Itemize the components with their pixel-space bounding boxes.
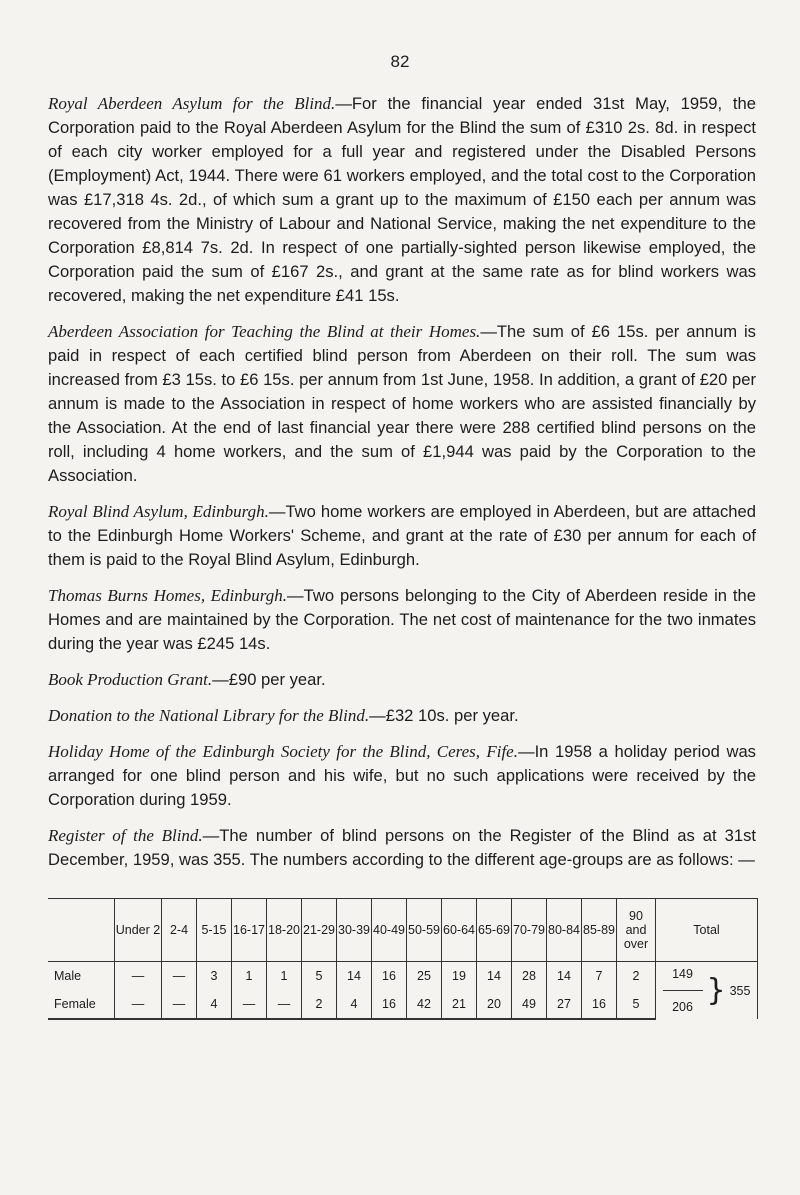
- paragraph-text: —The sum of £6 15s. per annum is paid in respect of each certified blind person from Aberdeen on their roll. The sum was increased from £3 15s. to £6 15s. per annum from 1st June, 1958. In addition, a grant of £20 per annum is made to the Association in respect of home workers who are assisted financially by the Association. At the end of last financial year there were 288 certified blind persons on the roll, including 4 home workers, and the sum of £1,944 was paid by the Corporation to the Association.: [48, 322, 756, 485]
- table-cell: 19: [442, 962, 477, 991]
- table-cell: —: [267, 990, 302, 1019]
- paragraph-heading: Register of the Blind.: [48, 826, 203, 845]
- total-cell: [656, 962, 758, 1020]
- table-cell: 4: [197, 990, 232, 1019]
- total-divider: [663, 990, 703, 991]
- table-header-cell: 18-20: [267, 899, 302, 962]
- table-cell: 14: [337, 962, 372, 991]
- table-header-row: [48, 899, 758, 962]
- table-cell: —: [115, 962, 162, 991]
- paragraph-text: —In 1958 a holiday period was arranged for one blind person and his wife, but no such applications were received by the Corporation during 1959.: [48, 742, 756, 809]
- paragraph-text: —£90 per year.: [212, 670, 326, 689]
- body-text: [48, 92, 756, 884]
- table-header-cell: 30-39: [337, 899, 372, 962]
- table-cell: —: [162, 962, 197, 991]
- paragraph-text: —£32 10s. per year.: [369, 706, 519, 725]
- paragraph-text: —Two home workers are employed in Aberdeen, but are attached to the Edinburgh Home Workers' Scheme, and grant at the rate of £30 per annum for each of them is paid to the Royal Blind Asylum, Edinburgh.: [48, 502, 756, 569]
- table-cell: —: [232, 990, 267, 1019]
- age-group-table: [48, 898, 758, 1020]
- paragraph-text: —For the financial year ended 31st May, 1959, the Corporation paid to the Royal Aberdeen Asylum for the Blind the sum of £310 2s. 8d. in respect of each city worker employed for a full year and registered under the Disabled Persons (Employment) Act, 1944. There were 61 workers employed, and the total cost to the Corporation was £17,318 4s. 2d., of which sum a grant up to the maximum of £150 each per annum was recovered from the Ministry of Labour and National Service, making the net expenditure to the Corporation £8,814 7s. 2d. In respect of one partially-sighted person likewise employed, the Corporation paid the sum of £167 2s., and grant at the same rate as for blind workers was recovered, making the net expenditure £41 15s.: [48, 94, 756, 305]
- table-cell: 16: [582, 990, 617, 1019]
- table-cell: 5: [302, 962, 337, 991]
- table-cell: —: [115, 990, 162, 1019]
- row-label: Female: [48, 990, 115, 1019]
- paragraph-text: —Two persons belonging to the City of Aberdeen reside in the Homes and are maintained by the Corporation. The net cost of maintenance for the two inmates during the year was £245 14s.: [48, 586, 756, 653]
- table-cell: 1: [232, 962, 267, 991]
- table-cell: 7: [582, 962, 617, 991]
- table-header-cell: 85-89: [582, 899, 617, 962]
- brace-icon: }: [706, 972, 726, 1008]
- table-header-cell: Total: [656, 899, 758, 962]
- paragraph-holiday-home: [48, 740, 756, 812]
- male-total: 149: [672, 967, 693, 981]
- table-cell: 16: [372, 962, 407, 991]
- row-label: Male: [54, 969, 82, 983]
- female-total: 206: [672, 1000, 693, 1014]
- table-header-cell: 50-59: [407, 899, 442, 962]
- page-number: 82: [390, 52, 410, 71]
- table-header-cell: [48, 899, 115, 962]
- table-cell: 4: [337, 990, 372, 1019]
- paragraph-heading: Book Production Grant.: [48, 670, 213, 689]
- table-header-cell: 40-49: [372, 899, 407, 962]
- table-cell: 49: [512, 990, 547, 1019]
- table-row-male: [48, 962, 758, 991]
- table-cell: 5: [617, 990, 656, 1019]
- paragraph-thomas-burns-homes: [48, 584, 756, 656]
- total-values: [663, 963, 703, 1019]
- paragraph-heading: Aberdeen Association for Teaching the Blind at their Homes.: [48, 322, 481, 341]
- total-box: [656, 962, 757, 1019]
- table-header-cell: 80-84: [547, 899, 582, 962]
- paragraph-heading: Donation to the National Library for the Blind.: [48, 706, 370, 725]
- paragraph-heading: Royal Blind Asylum, Edinburgh.: [48, 502, 269, 521]
- table-cell: 14: [547, 962, 582, 991]
- table-cell: 16: [372, 990, 407, 1019]
- table-header-cell: 16-17: [232, 899, 267, 962]
- paragraph-royal-blind-asylum: [48, 500, 756, 572]
- paragraph-text: —The number of blind persons on the Register of the Blind as at 31st December, 1959, was 355. The numbers according to the different age-groups are as follows: —: [48, 826, 756, 869]
- table-header-cell: 2-4: [162, 899, 197, 962]
- table-header-cell: 60-64: [442, 899, 477, 962]
- table-header-cell: Under 2: [115, 899, 162, 962]
- table-cell: 3: [197, 962, 232, 991]
- table-header-cell: 90 and over: [617, 899, 656, 962]
- paragraph-register: [48, 824, 756, 872]
- table-cell: 20: [477, 990, 512, 1019]
- table-cell: 2: [617, 962, 656, 991]
- table-cell: 2: [302, 990, 337, 1019]
- table-cell: 1: [267, 962, 302, 991]
- table-cell: 28: [512, 962, 547, 991]
- paragraph-heading: Royal Aberdeen Asylum for the Blind.: [48, 94, 336, 113]
- grand-total: 355: [729, 983, 751, 998]
- paragraph-heading: Holiday Home of the Edinburgh Society for the Blind, Ceres, Fife.: [48, 742, 518, 761]
- table-header-cell: 5-15: [197, 899, 232, 962]
- paragraph-aberdeen-association: [48, 320, 756, 488]
- table-cell: —: [162, 990, 197, 1019]
- table-header-cell: 70-79: [512, 899, 547, 962]
- table-cell: 27: [547, 990, 582, 1019]
- paragraph-royal-aberdeen-asylum: [48, 92, 756, 308]
- table-row-female: [48, 990, 758, 1019]
- table-cell: 25: [407, 962, 442, 991]
- paragraph-book-production: [48, 668, 756, 692]
- table-cell: 14: [477, 962, 512, 991]
- table-header-cell: 21-29: [302, 899, 337, 962]
- table-cell: 21: [442, 990, 477, 1019]
- paragraph-heading: Thomas Burns Homes, Edinburgh.: [48, 586, 288, 605]
- paragraph-national-library: [48, 704, 756, 728]
- table-header-cell: 65-69: [477, 899, 512, 962]
- table-cell: 42: [407, 990, 442, 1019]
